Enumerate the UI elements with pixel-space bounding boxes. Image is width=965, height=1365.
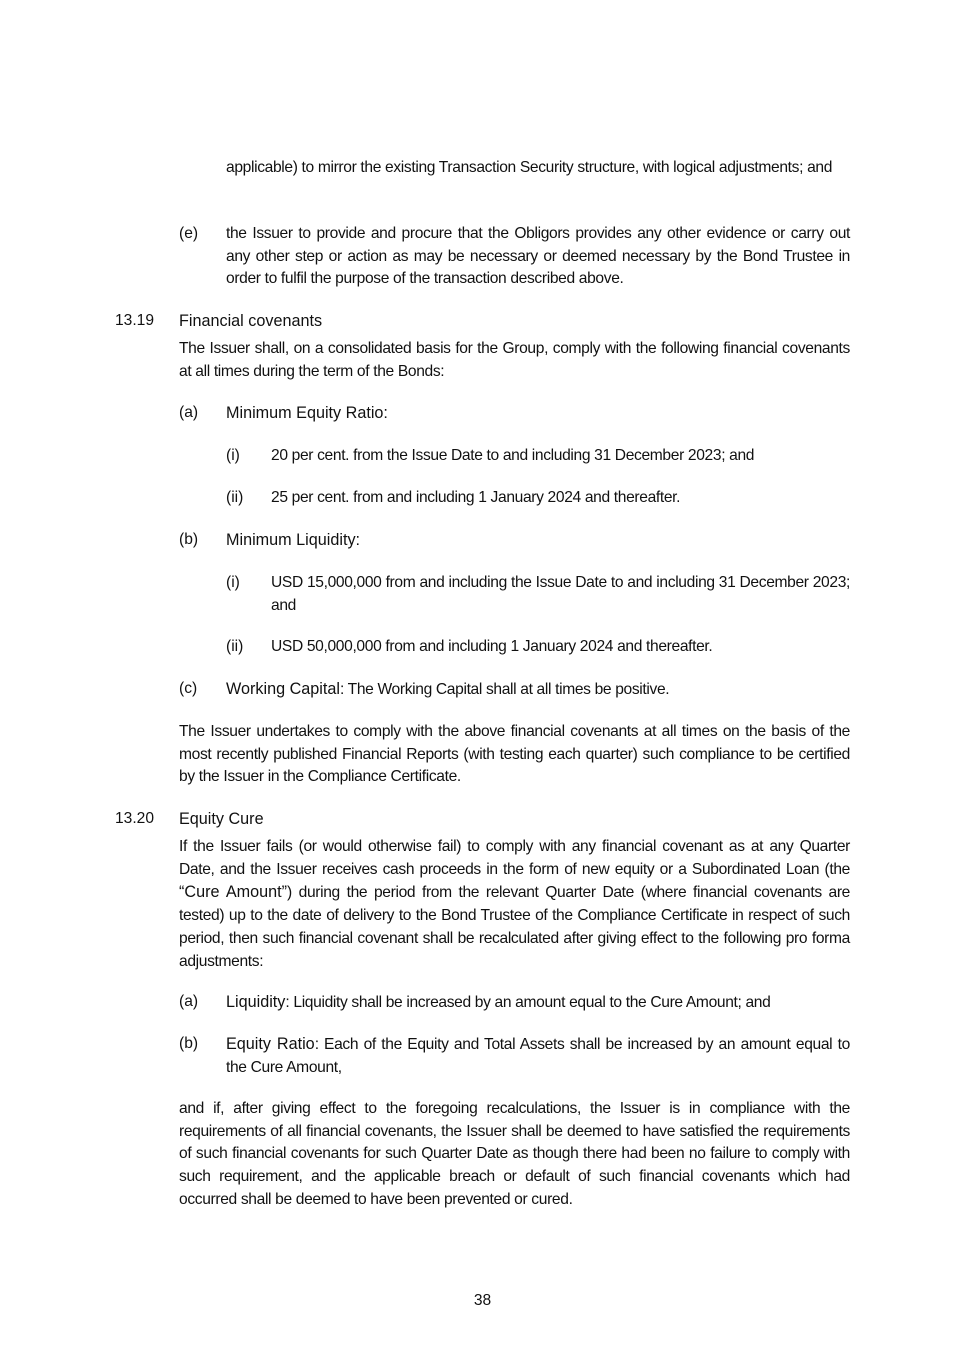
covenant-b-title: Minimum Liquidity:: [226, 531, 361, 549]
item-e-label: (e): [179, 225, 199, 242]
page-number: 38: [473, 1292, 492, 1309]
section-13-19-number: 13.19: [115, 312, 155, 329]
cure-a-title: Liquidity: [226, 993, 286, 1011]
cure-b-title: Equity Ratio: [226, 1035, 315, 1053]
covenant-a-ii-text: 25 per cent. from and including 1 January 2024 and thereafter.: [271, 489, 681, 506]
covenant-a-i-label: (i): [226, 447, 240, 464]
covenant-b-label: (b): [179, 531, 199, 548]
section-13-20-intro-before: If the Issuer fails (or would otherwise fail) to comply with any financial covenant as at any Quarter Date, and the Issuer receives cash proceeds in the form of new equity or a Subordinated Loan (the: [179, 838, 850, 878]
covenant-c-title: Working Capital: [226, 680, 340, 698]
section-13-19-closing: The Issuer undertakes to comply with the above financial covenants at all times on the basis of the most recently published Financial Reports (with testing each quarter) such compliance to be certified by the Issuer in the Compliance Certificate.: [179, 723, 850, 786]
covenant-b-ii-label: (ii): [226, 638, 244, 655]
continuation-paragraph: applicable) to mirror the existing Transaction Security structure, with logical adjustments; and: [226, 159, 833, 176]
section-13-19-intro: The Issuer shall, on a consolidated basis for the Group, comply with the following financial covenants at all times during the term of the Bonds:: [179, 340, 850, 380]
section-13-20-intro-after: ) during the period from the relevant Quarter Date (where financial covenants are tested) up to the date of delivery to the Bond Trustee of the Compliance Certificate in respect of such period, then such financial covenant shall be recalculated after giving effect to the following pro forma adjustments:: [179, 884, 850, 970]
section-13-20-title: Equity Cure: [179, 810, 264, 828]
covenant-a-title: Minimum Equity Ratio:: [226, 404, 388, 422]
item-e-text: the Issuer to provide and procure that the Obligors provides any other evidence or carry out any other step or action as may be necessary or deemed necessary by the Bond Trustee in order to fulfil the purpose of the transaction described above.: [226, 225, 850, 288]
section-13-20-intro: [179, 836, 850, 973]
section-13-19-title: Financial covenants: [179, 312, 323, 330]
covenant-a-label: (a): [179, 404, 199, 421]
section-13-20-number: 13.20: [115, 810, 155, 827]
section-13-20-closing: and if, after giving effect to the foregoing recalculations, the Issuer is in compliance with the requirements of all financial covenants, the Issuer shall be deemed to have satisfied the requirements of such financial covenants for such Quarter Date as though there had been no failure to comply with such requirement, and the applicable breach or default of such financial covenants which had occurred shall be deemed to have been prevented or cured.: [179, 1100, 850, 1208]
cure-b-label: (b): [179, 1035, 199, 1052]
covenant-b-i-label: (i): [226, 574, 240, 591]
cure-amount-defined-term: “Cure Amount”: [179, 883, 288, 902]
cure-a-text: : Liquidity shall be increased by an amount equal to the Cure Amount; and: [285, 994, 771, 1011]
covenant-c-paragraph: [226, 678, 850, 702]
covenant-b-ii-text: USD 50,000,000 from and including 1 January 2024 and thereafter.: [271, 638, 713, 655]
cure-b-text: : Each of the Equity and Total Assets shall be increased by an amount equal to the Cure Amount,: [226, 1036, 850, 1076]
cure-b-paragraph: [226, 1033, 850, 1079]
covenant-a-ii-label: (ii): [226, 489, 244, 506]
covenant-b-i-text: USD 15,000,000 from and including the Issue Date to and including 31 December 2023; and: [271, 574, 850, 614]
covenant-c-label: (c): [179, 680, 198, 697]
covenant-a-i-text: 20 per cent. from the Issue Date to and including 31 December 2023; and: [271, 447, 755, 464]
cure-a-label: (a): [179, 993, 199, 1010]
covenant-c-text: : The Working Capital shall at all times be positive.: [339, 681, 670, 698]
cure-a-paragraph: [226, 991, 850, 1015]
